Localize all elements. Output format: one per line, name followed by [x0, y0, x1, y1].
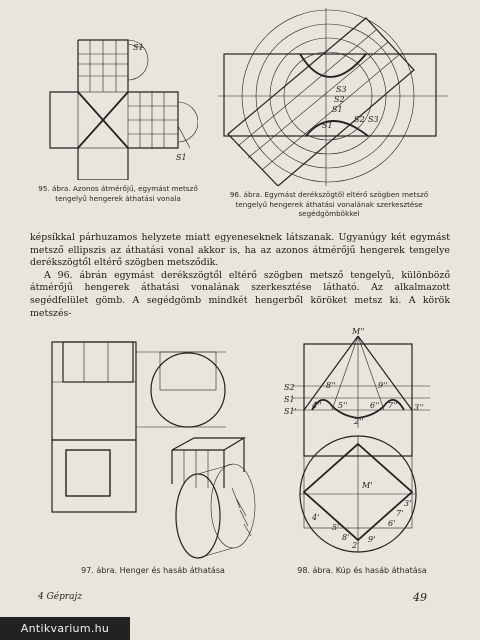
fig98-label-8p: 8': [342, 533, 350, 542]
fig98-label-2p: 2': [352, 541, 360, 550]
fig98-label-6: 6'': [370, 401, 380, 410]
fig96-label-s2b: S2: [354, 115, 365, 124]
fig95-label-s1-right: S1: [176, 153, 187, 162]
figure-95-drawing: [48, 30, 198, 180]
fig98-label-5p: 5': [332, 523, 340, 532]
fig98-label-s2: S2: [284, 383, 295, 392]
body-text: [30, 232, 450, 320]
fig98-label-8: 8'': [326, 381, 336, 390]
fig96-label-s2: S2: [334, 95, 345, 104]
figure-97-drawing: [48, 338, 263, 563]
paragraph-2: A 96. ábrán egymást derékszögtől eltérő szögben metsző tengelyű, különböző átmérőjű hengerek áthatási vonalának szerkesztése látható. Az alkalmazott segédfelület gömb. A segédgömb mindkét hengerből köröket metsz ki. A körök metszés-: [30, 269, 450, 319]
fig96-label-s3b: S3: [368, 115, 379, 124]
fig98-label-4p: 4': [312, 513, 320, 522]
fig98-label-mp: M': [362, 481, 373, 490]
fig98-label-3: 3'': [414, 403, 424, 412]
fig98-label-7: 7'': [388, 401, 398, 410]
fig98-label-9p: 9': [368, 535, 376, 544]
fig96-label-s3: S3: [336, 85, 347, 94]
antikvarium-watermark: Antikvarium.hu: [0, 617, 130, 640]
fig98-label-3p: 3': [404, 499, 412, 508]
figure-96-drawing: [218, 8, 448, 186]
fig96-label-s1b: S1: [322, 121, 333, 130]
fig98-label-5: 5'': [338, 401, 348, 410]
fig98-label-s1p: S1': [284, 407, 297, 416]
fig98-label-m2: M'': [352, 327, 365, 336]
paragraph-1: képsíkkal párhuzamos helyzete miatt egyeneseknek látszanak. Ugyanúgy két egymást metsző ellipszis az áthatási vonal akkor is, ha az azonos átmérőjű hengerek tengelye derékszögtől eltérő szögben metsződik.: [30, 232, 450, 269]
fig98-label-s1: S1: [284, 395, 295, 404]
footer-section-label: 4 Géprajz: [38, 592, 83, 602]
figure-98-drawing: [282, 326, 440, 556]
fig98-label-4: 4'': [312, 401, 322, 410]
page-number: 49: [413, 591, 427, 604]
fig98-label-2: 2'': [354, 417, 364, 426]
fig95-label-s1-top: S1: [133, 43, 144, 52]
figure-97-caption: 97. ábra. Henger és hasáb áthatása: [81, 566, 225, 575]
fig98-label-6p: 6': [388, 519, 396, 528]
fig96-label-s1: S1: [332, 105, 343, 114]
fig98-label-7p: 7': [396, 509, 404, 518]
figure-96-caption: 96. ábra. Egymást derékszögtől eltérő szögben metsző tengelyű hengerek áthatási vonalának szerkesztése segédgömbökkel: [229, 190, 429, 218]
figure-95-caption: 95. ábra. Azonos átmérőjű, egymást metsző tengelyű hengerek áthatási vonala: [38, 184, 198, 203]
fig98-label-9: 9'': [378, 381, 388, 390]
figure-98-caption: 98. ábra. Kúp és hasáb áthatása: [297, 566, 427, 575]
